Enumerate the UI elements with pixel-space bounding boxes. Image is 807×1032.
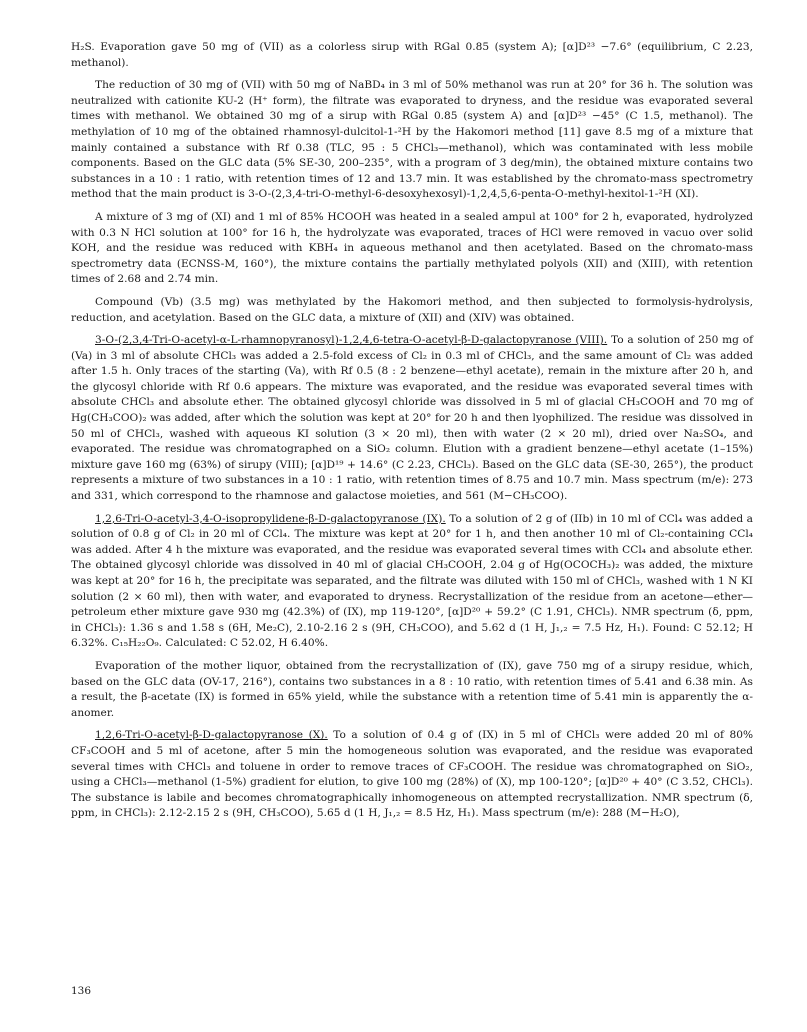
page-number: 136	[71, 985, 92, 997]
paragraph-4	[71, 295, 753, 326]
paragraph-6	[71, 512, 753, 652]
paragraph-5-text: To a solution of 250 mg of (Va) in 3 ml of absolute CHCl₃ was added a 2.5-fold excess of Cl₂ in 0.3 ml of CHCl₃, and the same amount of Cl₂ was added after 1.5 h. Only traces of the starting (Va), with Rf 0.5 (8 : 2 benzene—ethyl acetate), remain in the mixture after 20 h, and the glycosyl chloride with Rf 0.6 appears. The mixture was evaporated, and the residue was evaporated several times with absolute CHCl₃ and absolute ether. The obtained glycosyl chloride was dissolved in 5 ml of glacial CH₃COOH and 70 mg of Hg(CH₃COO)₂ was added, after which the solution was kept at 20° for 20 h and then lyophilized. The residue was dissolved in 50 ml of CHCl₃, washed with aqueous KI solution (3 × 20 ml), then with water (2 × 20 ml), dried over Na₂SO₄, and evaporated. The residue was chromatographed on a SiO₂ column. Elution with a gradient benzene—ethyl acetate (1–15%) mixture gave 160 mg (63%) of sirupy (VIII); [α]D¹⁹ + 14.6° (C 2.23, CHCl₃). Based on the GLC data (SE-30, 265°), the product represents a mixture of two substances in a 10 : 1 ratio, with retention times of 8.75 and 10.7 min. Mass spectrum (m/e): 273 and 331, which correspond to the rhamnose and galactose moieties, and 561 (M−CH₃COO).	[71, 334, 754, 503]
paragraph-7-text: Evaporation of the mother liquor, obtained from the recrystallization of (IX), gave 750 mg of a sirupy residue, which, based on the GLC data (OV-17, 216°), contains two substances in a 8 : 10 ratio, with retention times of 5.41 and 6.38 min. As a result, the β-acetate (IX) is formed in 65% yield, while the substance with a retention time of 5.41 min is apparently the α-anomer.	[71, 659, 753, 719]
compound-heading-viii: 3-O-(2,3,4-Tri-O-acetyl-α-L-rhamnopyranosyl)-1,2,4,6-tetra-O-acetyl-β-D-galactopyranose (VIII).	[95, 334, 608, 347]
paragraph-3-text: A mixture of 3 mg of (XI) and 1 ml of 85% HCOOH was heated in a sealed ampul at 100° for 2 h, evaporated, hydrolyzed with 0.3 N HCl solution at 100° for 16 h, the hydrolyzate was evaporated, traces of HCl were removed in vacuo over solid KOH, and the residue was reduced with KBH₄ in aqueous methanol and then acetylated. Based on the chromato-mass spectrometry data (ECNSS-M, 160°), the mixture contains the partially methylated polyols (XII) and (XIII), with retention times of 2.68 and 2.74 min.	[71, 210, 753, 286]
paragraph-3	[71, 210, 753, 288]
paragraph-8-text: To a solution of 0.4 g of (IX) in 5 ml of CHCl₃ were added 20 ml of 80% CF₃COOH and 5 ml of acetone, after 5 min the homogeneous solution was evaporated, and the residue was evaporated several times with CHCl₃ and toluene in order to remove traces of CF₃COOH. The residue was chromatographed on SiO₂, using a CHCl₃—methanol (1-5%) gradient for elution, to give 100 mg (28%) of (X), mp 100-120°; [α]D²⁰ + 40° (C 3.52, CHCl₃). The substance is labile and becomes chromatographically inhomogeneous on attempted recrystallization. NMR spectrum (δ, ppm, in CHCl₃): 2.12-2.15 2 s (9H, CH₃COO), 5.65 d (1 H, J₁,₂ = 8.5 Hz, H₁). Mass spectrum (m/e): 288 (M−H₂O),	[71, 729, 754, 820]
compound-heading-ix: 1,2,6-Tri-O-acetyl-3,4-O-isopropylidene-β-D-galactopyranose (IX).	[95, 512, 446, 525]
paragraph-1-text: H₂S. Evaporation gave 50 mg of (VII) as a colorless sirup with RGal 0.85 (system A); [α]D²³ −7.6° (equilibrium, C 2.23, methanol).	[71, 41, 753, 69]
paragraph-4-text: Compound (Vb) (3.5 mg) was methylated by the Hakomori method, and then subjected to formolysis-hydrolysis, reduction, and acetylation. Based on the GLC data, a mixture of (XII) and (XIV) was obtained.	[71, 295, 753, 324]
paragraph-6-text: To a solution of 2 g of (IIb) in 10 ml of CCl₄ was added a solution of 0.8 g of Cl₂ in 20 ml of CCl₄. The mixture was kept at 20° for 1 h, and then another 10 ml of Cl₂-containing CCl₄ was added. After 4 h the mixture was evaporated, and the residue was evaporated several times with CCl₄ and absolute ether. The obtained glycosyl chloride was dissolved in 40 ml of glacial CH₃COOH, 2.04 g of Hg(OCOCH₃)₂ was added, the mixture was kept at 20° for 16 h, the precipitate was separated, and the filtrate was diluted with 150 ml of CHCl₃, washed with 1 N KI solution (2 × 60 ml), then with water, and evaporated to dryness. Recrystallization of the residue from an acetone—ether—petroleum ether mixture gave 930 mg (42.3%) of (IX), mp 119-120°, [α]D²⁰ + 59.2° (C 1.91, CHCl₃). NMR spectrum (δ, ppm, in CHCl₃): 1.36 s and 1.58 s (6H, Me₂C), 2.10-2.16 2 s (9H, CH₃COO), and 5.62 d (1 H, J₁,₂ = 7.5 Hz, H₁). Found: C 52.12; H 6.32%. C₁₅H₂₂O₉. Calculated: C 52.02, H 6.40%.	[71, 512, 753, 650]
compound-heading-x: 1,2,6-Tri-O-acetyl-β-D-galactopyranose (X).	[95, 729, 328, 742]
paragraph-8	[71, 728, 753, 822]
paragraph-7	[71, 659, 753, 721]
paragraph-2-text: The reduction of 30 mg of (VII) with 50 mg of NaBD₄ in 3 ml of 50% methanol was run at 20° for 36 h. The solution was neutralized with cationite KU-2 (H⁺ form), the filtrate was evaporated to dryness, and the residue was evaporated several times with methanol. We obtained 30 mg of a sirup with RGal 0.85 (system A) and [α]D²³ −45° (C 1.5, methanol). The methylation of 10 mg of the obtained rhamnosyl-dulcitol-1-²H by the Hakomori method [11] gave 8.5 mg of a mixture that mainly contained a substance with Rf 0.38 (TLC, 95 : 5 CHCl₃—methanol), which was contaminated with less mobile components. Based on the GLC data (5% SE-30, 200–235°, with a program of 3 deg/min), the obtained mixture contains two substances in a 10 : 1 ratio, with retention times of 12 and 13.7 min. It was established by the chromato-mass spectrometry method that the main product is 3-O-(2,3,4-tri-O-methyl-6-desoxyhexosyl)-1,2,4,5,6-penta-O-methyl-hexitol-1-²H (XI).	[71, 79, 753, 201]
paragraph-1	[71, 40, 753, 71]
paper-body	[71, 40, 753, 829]
paragraph-2	[71, 78, 753, 203]
paragraph-5	[71, 333, 753, 505]
